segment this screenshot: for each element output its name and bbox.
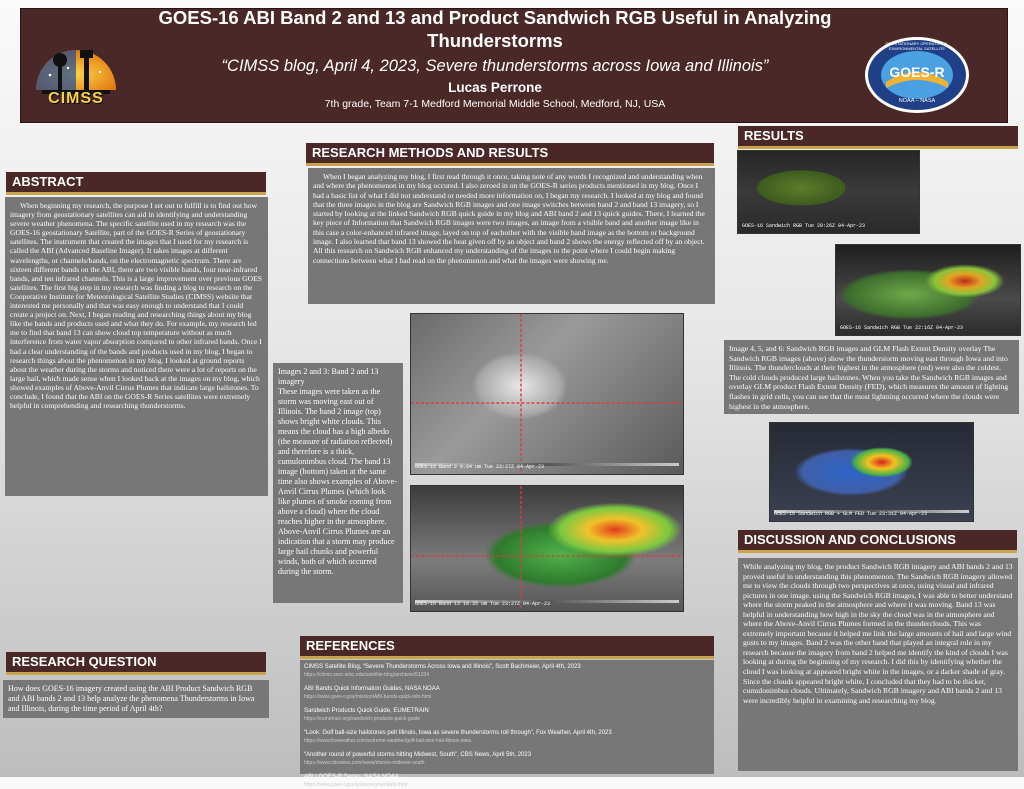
reference-text: “Look: Golf ball-size hailstones pelt Illinois, Iowa as severe thunderstorms roll through”, Fox Weather, April 4th, 2023 <box>304 730 612 736</box>
reference-item <box>304 685 710 701</box>
cimss-logo-text: CIMSS <box>48 90 104 107</box>
sandwich-rgb-image-4 <box>737 150 920 234</box>
goes-r-logo-text: GOES-R <box>889 64 945 80</box>
reference-item <box>304 773 710 789</box>
reference-text: ABI Bands Quick Information Guides, NASA NOAA <box>304 686 440 692</box>
image-5-label: GOES-16 Sandwich RGB Tue 22:16Z 04-Apr-23 <box>840 325 964 331</box>
state-border <box>411 402 684 404</box>
discussion-heading: DISCUSSION AND CONCLUSIONS <box>738 530 1017 550</box>
poster-affiliation: 7th grade, Team 7-1 Medford Memorial Middle School, Medford, NJ, USA <box>324 98 666 110</box>
reference-text: CIMSS Satellite Blog, “Severe Thunderstorms Across Iowa and Illinois”, Scott Bachmeier, April 4th, 2023 <box>304 664 581 670</box>
reference-link[interactable]: https://cimss.ssec.wisc.edu/satellite-blog/archives/51234 <box>304 672 430 678</box>
reference-link[interactable]: https://www.foxweather.com/extreme-weather/golf-ball-size-hail-illinois-iowa <box>304 738 472 744</box>
sandwich-rgb-image-5 <box>835 244 1021 336</box>
state-border <box>520 314 522 475</box>
band13-image <box>410 485 684 612</box>
references-heading: REFERENCES <box>300 636 714 656</box>
band13-label: GOES-16 Band 13 10.35 um Tue 23:27Z 04-Apr-23 <box>415 601 551 607</box>
poster-subtitle: “CIMSS blog, April 4, 2023, Severe thunderstorms across Iowa and Illinois” <box>221 57 769 75</box>
band2-label: GOES-16 Band 2 0.64 um Tue 23:27Z 04-Apr-23 <box>415 464 545 470</box>
results-caption: Image 4, 5, and 6: Sandwich RGB images and GLM Flash Extent Density overlay The Sandwich RGB images (above) show the thunderstorm moving east through Iowa and into Illinois. The thunderclouds at their highest in the atmosphere (red) were also the coldest. The cold clouds produced large hailstones. When you take the Sandwich RGB images and overlay GLM product Flash Extent Density (FED), which measures the amount of lighting flashes in grid cells, you can see that the most lightning occurred where the clouds were highest in the atmosphere. <box>724 340 1019 414</box>
goes-r-logo-ring: GEOSTATIONARY OPERATIONAL ENVIRONMENTAL SATELLITE <box>885 41 949 51</box>
methods-text: When I began analyzing my blog, I first read through it once, taking note of any words I recognized and understanding when and where the phenomenon in my blog occured. I also zeroed in on the GOES-R series products mentioned in my blog. Once I had a basic list of what I did not understand or needed more information on, I began my research. I looked at my blog and found that the three images in the blog are Sandwich RGB images and one image switches between band 2 and band 13 imagery, so I started by looking at the linked Sandwich RGB quick guide in my blog and ABI band 2 and 13 quick guides. There, I learned the key piece of Information that Sandwich RGB images were two images, an image from a visible band and another image like in this case a color-enhanced infrared image, layed on top of eachother with the visible band image as the bottom or background image. I also learned that band 13 showed the heat given off by an object and band 2 shows the energy reflected off by an object. All this research on Sandwich RGB enhanced my understanding of the images to the point where I could begin making connections between what I had read on the phenomenon and what the images were showing me. <box>308 168 715 304</box>
state-border <box>411 555 684 557</box>
reference-item <box>304 751 710 767</box>
state-border <box>520 486 522 612</box>
reference-text: Sandwich Products Quick Guide, EUMETRAIN <box>304 708 429 714</box>
reference-link[interactable]: https://www.goes-r.gov/spacesegment/abi.html <box>304 782 408 788</box>
reference-link[interactable]: https://www.cbsnews.com/news/storms-midwest-south <box>304 760 425 766</box>
goes-r-logo-bottom: NOAA – NASA <box>898 98 936 104</box>
abstract-heading: ABSTRACT <box>6 172 266 192</box>
reference-item <box>304 707 710 723</box>
reference-text: “Another round of powerful storms hitting Midwest, South”, CBS News, April 5th, 2023 <box>304 752 532 758</box>
research-question-text: How does GOES-16 imagery created using the ABI Product Sandwich RGB and ABI bands 2 and 13 help analyze the phenomena Thunderstorms in Iowa and Illinois, during the time period of April 4th? <box>3 680 269 718</box>
band2-image <box>410 313 684 475</box>
abstract-text: When beginning my research, the purpose I set out to fulfill is to find out how imagery from geostationary satellites can aid in identifying and understanding severe weather phenomena. The specific satellite used in my research was the GOES-16 geostationary Satellite, part of the GOES-R Series of geostationary satellites. The instrument that created the images that I used for my research is called the ABI (Advanced Baseline Imager). It takes images at different wavelengths, or channels/bands, on the electromagnetic spectrum. There are sixteen different bands on the ABI, there are two visible bands, four near-infrared bands, and ten infrared channels. This is a large improvement over previous GOES satellites. The first big step in my research was finding a blog to research on the Cooperative Institute for Meteorological Satellite Studies (CIMSS) website that interested me personally and that was easy enough to understand that I could create a project on. Next, I began reading and researching things about my blog like the bands and products used and what they do. For example, my research led me to find that band 13 can show cloud top temperature without as much interference from water vapor absorption compared to other infrared bands. Once I had a clear understanding of the bands and products used in my blog, I began to research things about the phenomenon in my blog. I looked at ground reports about the weather during the storms and noticed there were a lot of reports on the large hail, which made sense when I looked back at the images on my blog, which showed examples of Above-Anvil Cirrus Plumes that indicate large hailstones. To conclude, I found that the ABI on the GOES-R Series satellites were extremely helpful in comprehending and researching thunderstorms. <box>5 197 268 496</box>
image-6-label: GOES-16 Sandwich RGB + GLM FED Tue 23:31Z 04-Apr-23 <box>774 511 928 517</box>
discussion-text: While analyzing my blog, the product Sandwich RGB imagery and ABI bands 2 and 13 proved useful in understanding this phenomenon. The Sandwich RGB imagery allowed me to view the clouds through two perspectives at once, using visual and infrared pictures in one image. using the Sandwich RGB images, I was able to better understand where the storm peaked in the atmosphere and where it was moving. Band 13 was helpful in understanding how high in the sky the cloud was in the atmosphere and where the Above-Anvil Cirrus Plumes formed in the thunderclouds. This was extremely important because it helped me link the large amounts of hail and large wind gusts to my images. Band 2 was the other band that played an integral role in my research because the imagery from band 2 helped me identify the kind of clouds I was looking at during the beginning of my research. I did this by identifying whether the cloud I was looking at appeared bright white in the images, or a darker shade of gray. Since the clouds appeared bright white, I concluded that they had to be thicker, cumulonimbus clouds. Ultimately, Sandwich RGB imagery and ABI bands 2 and 13 were incredibly helpful in examining and researching my blog. <box>738 558 1018 771</box>
poster-title: GOES-16 ABI Band 2 and 13 and Product Sandwich RGB Useful in Analyzing Thunderstorms <box>158 7 832 51</box>
reference-link[interactable]: https://www.goes-r.gov/mission/ABI-bands-quick-info.html <box>304 694 432 700</box>
methods-heading: RESEARCH METHODS AND RESULTS <box>306 143 714 163</box>
images-2-3-caption: Images 2 and 3: Band 2 and 13 imagery These images were taken as the storm was moving east out of Illinois. The band 2 image (top) shows bright white clouds. This means the cloud has a high albedo (the measure of radiation reflected) and therefore is a thick, cumulonimbus cloud. The band 13 image (bottom) taken at the same time also shows examples of Above-Anvil Cirrus Plumes (which look like plumes of smoke coming from above a cloud) where the cloud reaches higher in the atmosphere. Above-Anvil Cirrus Plumes are an indication that a storm may produce large hail chunks and powerful winds, both of which occurred during the storm. <box>273 363 403 603</box>
poster-author: Lucas Perrone <box>448 80 542 95</box>
results-heading: RESULTS <box>738 126 1018 146</box>
research-question-heading: RESEARCH QUESTION <box>6 652 266 672</box>
image-4-label: GOES-16 Sandwich RGB Tue 20:26Z 04-Apr-23 <box>742 223 866 229</box>
reference-text: ABI | GOES-R Series, NASA NOAA <box>304 774 399 780</box>
reference-link[interactable]: https://eumetrain.org/sandwich-products-quick-guide <box>304 716 421 722</box>
reference-item <box>304 663 710 679</box>
reference-item <box>304 729 710 745</box>
glm-fed-image-6 <box>769 422 974 522</box>
references-list <box>300 660 714 788</box>
